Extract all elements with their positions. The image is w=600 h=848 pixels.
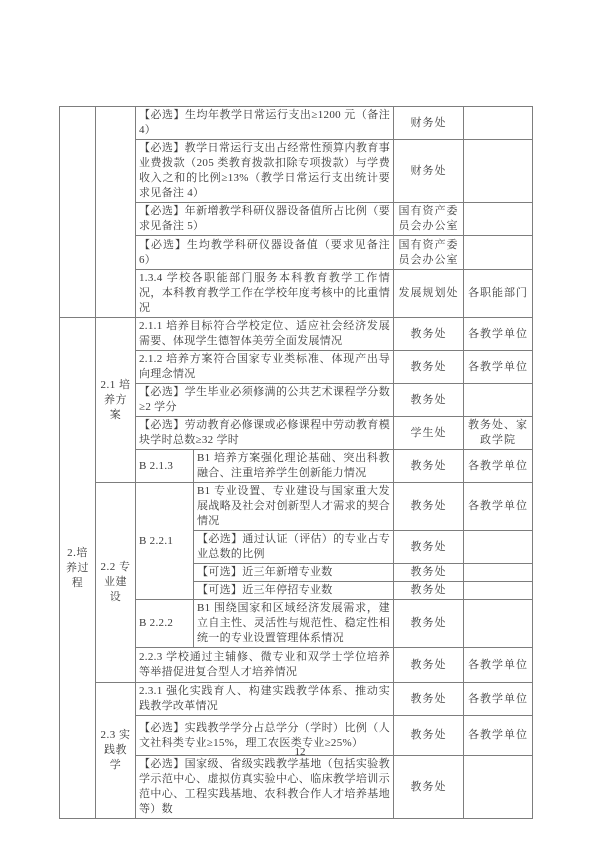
cell-indicator-description: 【必选】生均年教学日常运行支出≥1200 元（备注 4） [136,107,394,140]
table-body [60,107,533,819]
evaluation-indicator-table [59,106,533,819]
cell-cooperating-department: 各教学单位 [464,683,533,716]
cell-cooperating-department: 各教学单位 [464,716,533,756]
cell-lead-department: 教务处 [394,716,464,756]
cell-cooperating-department [464,203,533,236]
cell-indicator-description: 【可选】近三年新增专业数 [194,564,394,582]
page-number: 12 [294,746,306,758]
cell-cooperating-department: 各教学单位 [464,483,533,531]
cell-cooperating-department: 各教学单位 [464,450,533,483]
cell-cooperating-department [464,600,533,648]
cell-lead-department: 教务处 [394,600,464,648]
cell-indicator-description: 【必选】劳动教育必修课或必修课程中劳动教育模块学时总数≥32 学时 [136,417,394,450]
cell-cooperating-department: 各教学单位 [464,318,533,351]
cell-lead-department: 教务处 [394,564,464,582]
cell-level2-indicator: 2.3 实践教学 [96,683,136,819]
cell-cooperating-department: 各教学单位 [464,351,533,384]
cell-cooperating-department [464,140,533,203]
cell-indicator-description: 2.3.1 强化实践育人、构建实践教学体系、推动实践教学改革情况 [136,683,394,716]
cell-lead-department: 教务处 [394,531,464,564]
cell-lead-department: 教务处 [394,483,464,531]
cell-indicator-description: 2.1.2 培养方案符合国家专业类标准、体现产出导向理念情况 [136,351,394,384]
cell-lead-department: 财务处 [394,140,464,203]
cell-indicator-description: B1 围绕国家和区域经济发展需求，建立自主性、灵活性与规范性、稳定性相统一的专业设置管理体系情况 [194,600,394,648]
cell-level2-indicator: 2.1 培养方案 [96,318,136,483]
cell-cooperating-department [464,582,533,600]
cell-lead-department: 发展规划处 [394,270,464,318]
table-row [60,683,533,716]
cell-lead-department: 教务处 [394,450,464,483]
cell-indicator-description: 【必选】教学日常运行支出占经常性预算内教育事业费拨款（205 类教育拨款扣除专项拨款）与学费收入之和的比例≥13%（教学日常运行支出统计要求见备注 4） [136,140,394,203]
cell-indicator-description: 【必选】国家级、省级实践教学基地（包括实验教学示范中心、虚拟仿真实验中心、临床教学培训示范中心、工程实践基地、农科教合作人才培养基地等）数 [136,756,394,819]
cell-lead-department: 教务处 [394,582,464,600]
cell-level2-indicator [96,107,136,318]
cell-observation-point-code: B 2.2.2 [136,600,194,648]
table-row [60,107,533,140]
cell-cooperating-department: 教务处、家政学院 [464,417,533,450]
cell-level1-indicator: 2.培养过程 [60,318,96,819]
cell-lead-department: 学生处 [394,417,464,450]
cell-level2-indicator: 2.2 专业建设 [96,483,136,683]
cell-cooperating-department [464,531,533,564]
cell-indicator-description: 【必选】学生毕业必须修满的公共艺术课程学分数≥2 学分 [136,384,394,417]
cell-observation-point-code: B 2.1.3 [136,450,194,483]
cell-indicator-description: 1.3.4 学校各职能部门服务本科教育教学工作情况，本科教育教学工作在学校年度考核中的比重情况 [136,270,394,318]
table-row [60,483,533,531]
cell-lead-department: 教务处 [394,756,464,819]
cell-indicator-description: 2.2.3 学校通过主辅修、微专业和双学士学位培养等举措促进复合型人才培养情况 [136,648,394,683]
cell-lead-department: 教务处 [394,384,464,417]
cell-level1-indicator [60,107,96,318]
cell-lead-department: 教务处 [394,351,464,384]
cell-observation-point-code: B 2.2.1 [136,483,194,600]
cell-indicator-description: 【必选】通过认证（评估）的专业占专业总数的比例 [194,531,394,564]
table-row [60,318,533,351]
cell-cooperating-department: 各教学单位 [464,648,533,683]
cell-cooperating-department [464,384,533,417]
cell-indicator-description: 【可选】近三年停招专业数 [194,582,394,600]
cell-indicator-description: B1 培养方案强化理论基础、突出科教融合、注重培养学生创新能力情况 [194,450,394,483]
cell-indicator-description: 2.1.1 培养目标符合学校定位、适应社会经济发展需要、体现学生德智体美劳全面发展情况 [136,318,394,351]
cell-lead-department: 教务处 [394,318,464,351]
cell-cooperating-department [464,107,533,140]
cell-cooperating-department: 各职能部门 [464,270,533,318]
cell-cooperating-department [464,756,533,819]
cell-lead-department: 财务处 [394,107,464,140]
cell-lead-department: 国有资产委员会办公室 [394,236,464,270]
cell-lead-department: 国有资产委员会办公室 [394,203,464,236]
cell-lead-department: 教务处 [394,648,464,683]
cell-cooperating-department [464,236,533,270]
cell-cooperating-department [464,564,533,582]
cell-indicator-description: 【必选】年新增教学科研仪器设备值所占比例（要求见备注 5） [136,203,394,236]
cell-indicator-description: 【必选】实践教学学分占总学分（学时）比例（人文社科类专业≥15%，理工农医类专业≥25%） [136,716,394,756]
cell-indicator-description: B1 专业设置、专业建设与国家重大发展战略及社会对创新型人才需求的契合情况 [194,483,394,531]
cell-lead-department: 教务处 [394,683,464,716]
cell-indicator-description: 【必选】生均教学科研仪器设备值（要求见备注 6） [136,236,394,270]
